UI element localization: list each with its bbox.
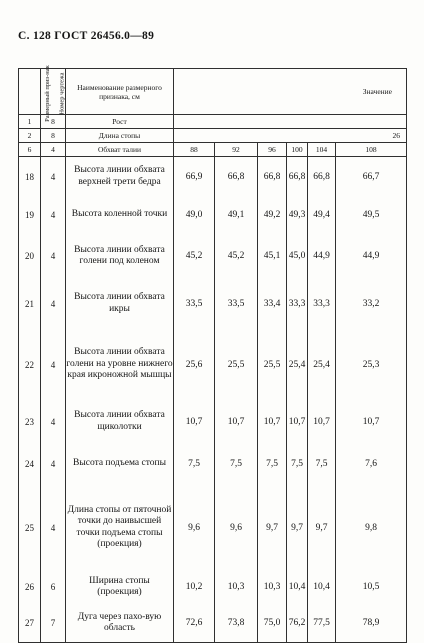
drawing-number: 7 bbox=[41, 605, 66, 643]
header-feature-name: Наименование размерного признака, см bbox=[66, 69, 174, 115]
value-cell: 7,5 bbox=[258, 442, 287, 486]
feature-number: 22 bbox=[19, 328, 41, 402]
value-cell: 9,6 bbox=[174, 486, 215, 570]
value-cell: 9,8 bbox=[336, 486, 407, 570]
table-row bbox=[19, 570, 407, 605]
feature-number: 18 bbox=[19, 157, 41, 197]
feature-name: Дуга через пахо-вую область bbox=[66, 605, 174, 643]
value-cell: 66,8 bbox=[287, 157, 308, 197]
page-header: С. 128 ГОСТ 26456.0—89 bbox=[18, 30, 155, 42]
feature-name: Высота линии обхвата голени под коленом bbox=[66, 233, 174, 280]
table-row-foot-length: 2 8 Длина стопы 26 bbox=[19, 129, 407, 143]
value-cell: 10,7 bbox=[258, 402, 287, 442]
drawing-number: 4 bbox=[41, 442, 66, 486]
header-value: Значение bbox=[174, 69, 407, 115]
value-cell: 10,7 bbox=[215, 402, 258, 442]
feature-name: Высота коленной точки bbox=[66, 197, 174, 233]
value-cell: 49,4 bbox=[308, 197, 336, 233]
value-cell: 10,7 bbox=[287, 402, 308, 442]
feature-name: Высота линии обхвата икры bbox=[66, 280, 174, 328]
feature-name: Высота линии обхвата голени на уровне нижнего края икроножной мышцы bbox=[66, 328, 174, 402]
table-row bbox=[19, 157, 407, 197]
size-108: 108 bbox=[336, 143, 407, 157]
value-cell: 25,5 bbox=[258, 328, 287, 402]
feature-name: Высота линии обхвата щиколотки bbox=[66, 402, 174, 442]
table-row bbox=[19, 280, 407, 328]
value-cell: 33,3 bbox=[287, 280, 308, 328]
value-cell: 45,2 bbox=[215, 233, 258, 280]
drawing-number: 4 bbox=[41, 486, 66, 570]
drawing-number: 4 bbox=[41, 402, 66, 442]
size-88: 88 bbox=[174, 143, 215, 157]
size-92: 92 bbox=[215, 143, 258, 157]
value-cell: 7,5 bbox=[174, 442, 215, 486]
value-cell: 44,9 bbox=[308, 233, 336, 280]
feature-number: 25 bbox=[19, 486, 41, 570]
feature-number: 27 bbox=[19, 605, 41, 643]
value-cell: 33,5 bbox=[215, 280, 258, 328]
value-cell: 10,4 bbox=[287, 570, 308, 605]
feature-name: Высота линии обхвата верхней трети бедра bbox=[66, 157, 174, 197]
drawing-number: 4 bbox=[41, 328, 66, 402]
value-cell: 10,2 bbox=[174, 570, 215, 605]
value-cell: 7,5 bbox=[215, 442, 258, 486]
value-cell: 33,4 bbox=[258, 280, 287, 328]
value-cell: 10,7 bbox=[308, 402, 336, 442]
value-cell: 33,5 bbox=[174, 280, 215, 328]
feature-name: Ширина стопы (проекция) bbox=[66, 570, 174, 605]
drawing-number: 4 bbox=[41, 233, 66, 280]
value-cell: 9,7 bbox=[308, 486, 336, 570]
value-cell: 10,5 bbox=[336, 570, 407, 605]
value-cell: 33,2 bbox=[336, 280, 407, 328]
value-cell: 76,2 bbox=[287, 605, 308, 643]
value-cell: 10,7 bbox=[336, 402, 407, 442]
table-row bbox=[19, 442, 407, 486]
table-row bbox=[19, 402, 407, 442]
value-cell: 66,8 bbox=[308, 157, 336, 197]
value-cell: 44,9 bbox=[336, 233, 407, 280]
measurement-table bbox=[18, 64, 407, 643]
feature-number: 23 bbox=[19, 402, 41, 442]
table-row bbox=[19, 605, 407, 643]
feature-number: 19 bbox=[19, 197, 41, 233]
value-cell: 9,7 bbox=[258, 486, 287, 570]
value-cell: 25,5 bbox=[215, 328, 258, 402]
feature-number: 24 bbox=[19, 442, 41, 486]
value-cell: 49,3 bbox=[287, 197, 308, 233]
value-cell: 10,7 bbox=[174, 402, 215, 442]
value-cell: 25,3 bbox=[336, 328, 407, 402]
drawing-number: 6 bbox=[41, 570, 66, 605]
feature-name: Высота подъема стопы bbox=[66, 442, 174, 486]
value-cell: 25,6 bbox=[174, 328, 215, 402]
value-cell: 9,6 bbox=[215, 486, 258, 570]
header-feature-number: Размерный приз-нак bbox=[19, 69, 41, 115]
feature-number: 26 bbox=[19, 570, 41, 605]
value-cell: 10,3 bbox=[258, 570, 287, 605]
size-100: 100 bbox=[287, 143, 308, 157]
feature-name: Длина стопы от пяточной точки до наивысшей точки подъема стопы (проекция) bbox=[66, 486, 174, 570]
value-cell: 77,5 bbox=[308, 605, 336, 643]
header-drawing-number: Номер чертежа bbox=[41, 69, 66, 115]
table-row bbox=[19, 233, 407, 280]
drawing-number: 4 bbox=[41, 157, 66, 197]
value-cell: 10,4 bbox=[308, 570, 336, 605]
value-cell: 49,0 bbox=[174, 197, 215, 233]
size-104: 104 bbox=[308, 143, 336, 157]
value-cell: 66,8 bbox=[258, 157, 287, 197]
value-cell: 66,9 bbox=[174, 157, 215, 197]
table-row-height: 1 8 Рост bbox=[19, 115, 407, 129]
table-row bbox=[19, 197, 407, 233]
size-96: 96 bbox=[258, 143, 287, 157]
table-row bbox=[19, 486, 407, 570]
value-cell: 66,8 bbox=[215, 157, 258, 197]
value-cell: 33,3 bbox=[308, 280, 336, 328]
table-row bbox=[19, 328, 407, 402]
value-cell: 10,3 bbox=[215, 570, 258, 605]
feature-number: 20 bbox=[19, 233, 41, 280]
value-cell: 7,6 bbox=[336, 442, 407, 486]
value-cell: 78,9 bbox=[336, 605, 407, 643]
value-cell: 25,4 bbox=[308, 328, 336, 402]
drawing-number: 4 bbox=[41, 197, 66, 233]
value-cell: 45,0 bbox=[287, 233, 308, 280]
drawing-number: 4 bbox=[41, 280, 66, 328]
value-cell: 75,0 bbox=[258, 605, 287, 643]
value-cell: 49,5 bbox=[336, 197, 407, 233]
value-cell: 45,2 bbox=[174, 233, 215, 280]
value-cell: 49,1 bbox=[215, 197, 258, 233]
value-cell: 73,8 bbox=[215, 605, 258, 643]
value-cell: 7,5 bbox=[308, 442, 336, 486]
table-row-waist-sizes: 6 4 Обхват талии 88 92 96 100 104 108 bbox=[19, 143, 407, 157]
value-cell: 66,7 bbox=[336, 157, 407, 197]
value-cell: 72,6 bbox=[174, 605, 215, 643]
value-cell: 9,7 bbox=[287, 486, 308, 570]
value-cell: 7,5 bbox=[287, 442, 308, 486]
feature-number: 21 bbox=[19, 280, 41, 328]
table-head-row bbox=[19, 69, 407, 115]
value-cell: 49,2 bbox=[258, 197, 287, 233]
value-cell: 45,1 bbox=[258, 233, 287, 280]
value-cell: 25,4 bbox=[287, 328, 308, 402]
